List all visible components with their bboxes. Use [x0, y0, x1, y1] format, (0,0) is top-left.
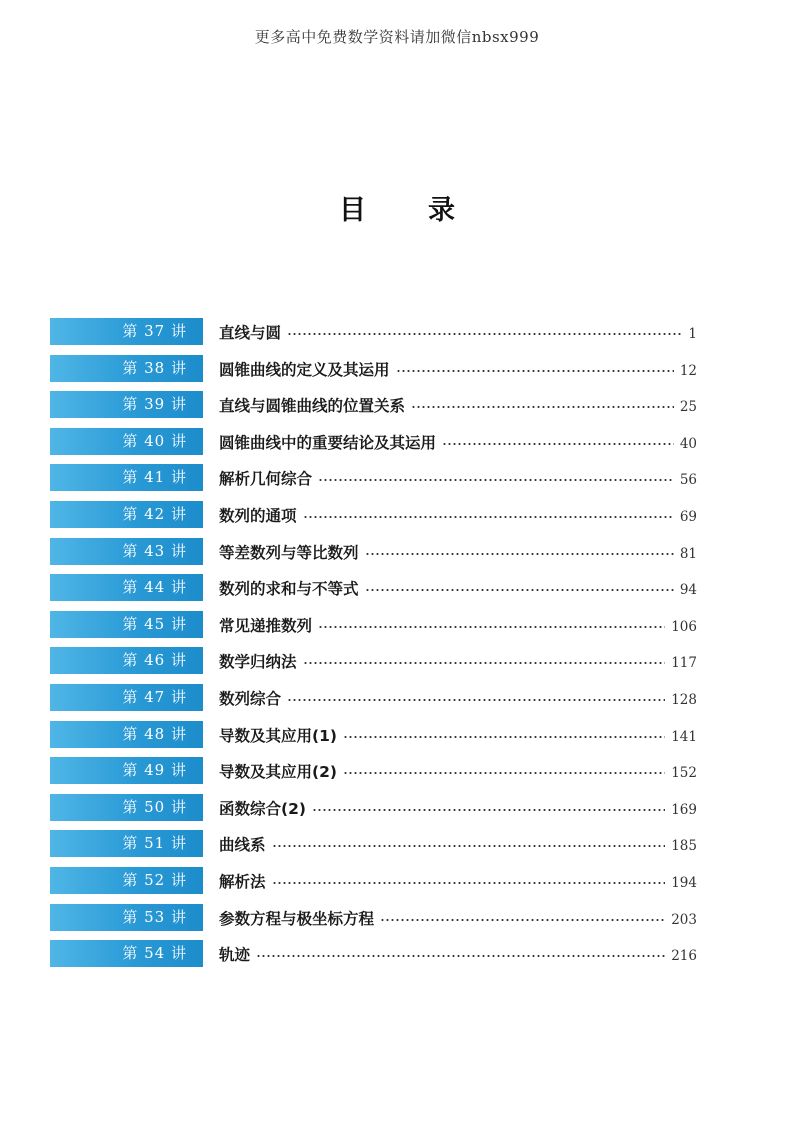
- lecture-title: 圆锥曲线中的重要结论及其运用: [219, 433, 437, 452]
- lecture-title: 直线与圆锥曲线的位置关系: [219, 396, 406, 415]
- lecture-title: 数列的通项: [219, 506, 297, 525]
- lecture-title: 常见递推数列: [219, 616, 313, 635]
- toc-row[interactable]: [0, 904, 794, 932]
- dot-leader: [312, 809, 665, 811]
- toc-row[interactable]: [0, 355, 794, 383]
- toc-row[interactable]: [0, 428, 794, 456]
- toc-row[interactable]: [0, 574, 794, 602]
- lecture-badge: 第 46 讲: [50, 647, 203, 674]
- lecture-title: 数学归纳法: [219, 652, 297, 671]
- toc-row[interactable]: [0, 464, 794, 492]
- lecture-badge: 第 39 讲: [50, 391, 203, 418]
- dot-leader: [287, 699, 665, 701]
- toc-row[interactable]: [0, 647, 794, 675]
- dot-leader: [272, 845, 666, 847]
- dot-leader: [318, 626, 665, 628]
- lecture-badge: 第 43 讲: [50, 538, 203, 565]
- lecture-title: 解析几何综合: [219, 469, 313, 488]
- lecture-title: 数列的求和与不等式: [219, 579, 359, 598]
- lecture-badge: 第 47 讲: [50, 684, 203, 711]
- toc-row[interactable]: [0, 940, 794, 968]
- lecture-badge: 第 51 讲: [50, 830, 203, 857]
- toc-entry: [219, 867, 697, 894]
- lecture-title: 数列综合: [219, 689, 282, 708]
- dot-leader: [442, 443, 674, 445]
- toc-entry: [219, 318, 697, 345]
- toc-row[interactable]: [0, 794, 794, 822]
- toc-row[interactable]: [0, 611, 794, 639]
- toc-row[interactable]: [0, 684, 794, 712]
- lecture-badge: 第 54 讲: [50, 940, 203, 967]
- toc-entry: [219, 574, 697, 601]
- lecture-title: 等差数列与等比数列: [219, 543, 359, 562]
- toc-entry: [219, 794, 697, 821]
- toc-row[interactable]: [0, 757, 794, 785]
- lecture-badge: 第 45 讲: [50, 611, 203, 638]
- toc-entry: [219, 428, 697, 455]
- lecture-title: 导数及其应用(2): [219, 762, 337, 781]
- lecture-badge: 第 42 讲: [50, 501, 203, 528]
- dot-leader: [343, 772, 665, 774]
- lecture-title: 曲线系: [219, 835, 266, 854]
- lecture-title: 函数综合(2): [219, 799, 306, 818]
- toc-entry: [219, 391, 697, 418]
- dot-leader: [303, 516, 674, 518]
- header-note: 更多高中免费数学资料请加微信nbsx999: [254, 28, 540, 46]
- page-number: 117: [671, 655, 697, 671]
- lecture-title: 圆锥曲线的定义及其运用: [219, 360, 390, 379]
- dot-leader: [272, 882, 666, 884]
- lecture-badge: 第 48 讲: [50, 721, 203, 748]
- page-number: 203: [671, 912, 697, 928]
- lecture-badge: 第 52 讲: [50, 867, 203, 894]
- page-number: 185: [671, 838, 697, 854]
- dot-leader: [396, 370, 674, 372]
- toc-row[interactable]: [0, 830, 794, 858]
- toc-entry: [219, 611, 697, 638]
- lecture-badge: 第 44 讲: [50, 574, 203, 601]
- page-number: 152: [671, 765, 697, 781]
- toc-entry: [219, 904, 697, 931]
- lecture-badge: 第 41 讲: [50, 464, 203, 491]
- toc-entry: [219, 757, 697, 784]
- page-number: 141: [671, 729, 697, 745]
- page-number: 25: [679, 399, 697, 415]
- lecture-badge: 第 49 讲: [50, 757, 203, 784]
- page-number: 12: [679, 363, 697, 379]
- page-number: 40: [679, 436, 697, 452]
- lecture-badge: 第 40 讲: [50, 428, 203, 455]
- dot-leader: [343, 736, 665, 738]
- toc-entry: [219, 830, 697, 857]
- toc-row[interactable]: [0, 318, 794, 346]
- toc-entry: [219, 355, 697, 382]
- toc-entry: [219, 940, 697, 967]
- toc-entry: [219, 721, 697, 748]
- dot-leader: [365, 553, 674, 555]
- toc-entry: [219, 464, 697, 491]
- lecture-title: 直线与圆: [219, 323, 282, 342]
- dot-leader: [318, 479, 674, 481]
- toc-row[interactable]: [0, 867, 794, 895]
- page-number: 81: [679, 546, 697, 562]
- lecture-title: 导数及其应用(1): [219, 726, 337, 745]
- page-number: 69: [679, 509, 697, 525]
- page-number: 56: [679, 472, 697, 488]
- page-number: 169: [671, 802, 697, 818]
- lecture-badge: 第 53 讲: [50, 904, 203, 931]
- lecture-title: 轨迹: [219, 945, 251, 964]
- toc-row[interactable]: [0, 721, 794, 749]
- page-number: 128: [671, 692, 697, 708]
- toc-entry: [219, 538, 697, 565]
- page-title: [0, 188, 794, 227]
- toc-row[interactable]: [0, 538, 794, 566]
- dot-leader: [256, 955, 665, 957]
- lecture-badge: 第 38 讲: [50, 355, 203, 382]
- page-title-char-2: 录: [428, 195, 455, 226]
- page-number: 216: [671, 948, 697, 964]
- lecture-title: 参数方程与极坐标方程: [219, 909, 375, 928]
- page-number: 1: [688, 326, 697, 342]
- lecture-badge: 第 37 讲: [50, 318, 203, 345]
- dot-leader: [380, 919, 665, 921]
- dot-leader: [411, 406, 674, 408]
- toc-entry: [219, 501, 697, 528]
- toc-row[interactable]: [0, 391, 794, 419]
- dot-leader: [303, 662, 666, 664]
- page-number: 94: [679, 582, 697, 598]
- dot-leader: [287, 333, 682, 335]
- toc-row[interactable]: [0, 501, 794, 529]
- toc-entry: [219, 684, 697, 711]
- page-number: 106: [671, 619, 697, 635]
- page-title-char-1: 目: [339, 195, 366, 226]
- lecture-badge: 第 50 讲: [50, 794, 203, 821]
- dot-leader: [365, 589, 674, 591]
- lecture-title: 解析法: [219, 872, 266, 891]
- page-number: 194: [671, 875, 697, 891]
- toc-entry: [219, 647, 697, 674]
